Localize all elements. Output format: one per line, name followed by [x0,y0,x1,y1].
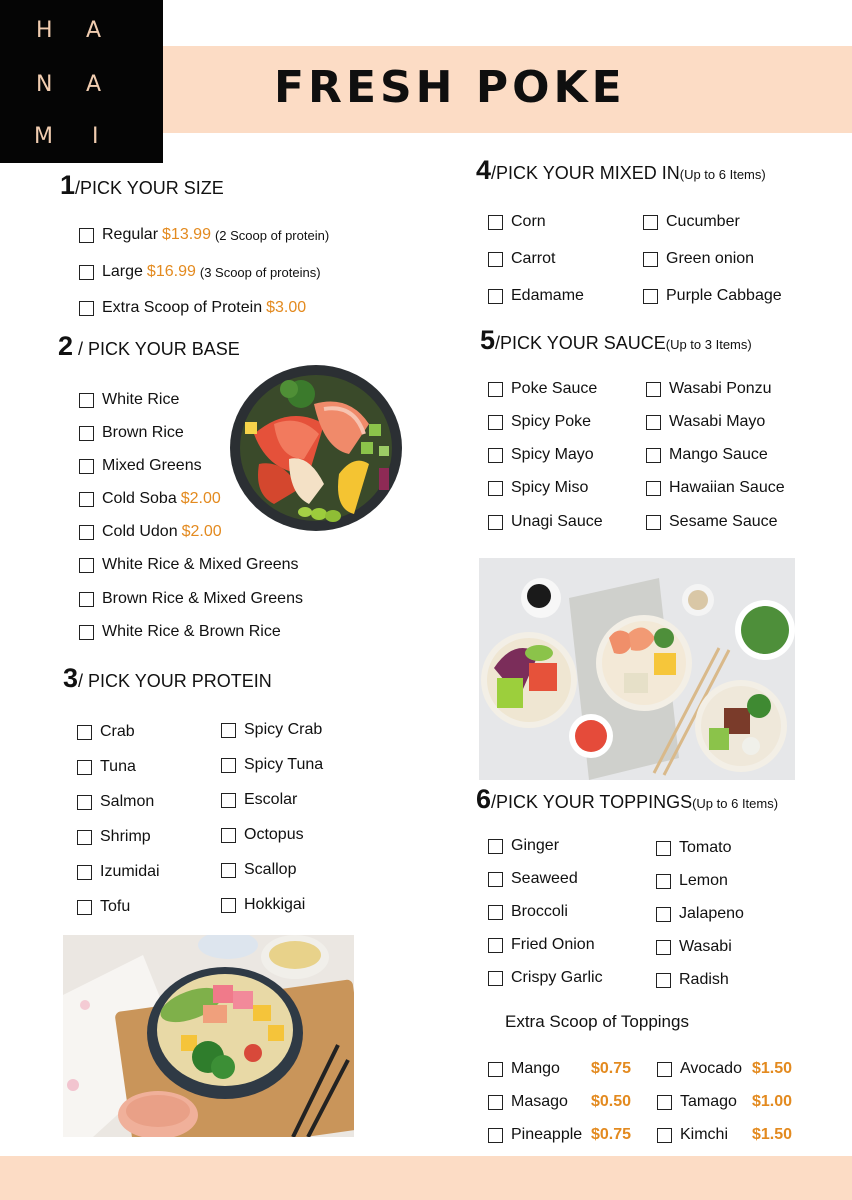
checkbox[interactable] [488,1062,503,1077]
section-note: (Up to 3 Items) [665,337,752,352]
option-label: Izumidai [100,863,160,880]
mixed-in-option[interactable] [488,213,546,231]
sauce-section-heading [480,325,752,356]
topping-option[interactable] [656,872,728,890]
section-title: /PICK YOUR SAUCE [495,333,666,353]
option-label: Hokkigai [244,896,306,913]
section-note: (Up to 6 Items) [692,796,779,811]
option-label: White Rice [102,391,180,408]
option-label: Sesame Sauce [669,513,778,530]
option-label: Seaweed [511,870,578,887]
option-label: Unagi Sauce [511,513,603,530]
option-label: Mango Sauce [669,446,768,463]
checkbox[interactable] [79,625,94,640]
option-price: $0.75 [591,1126,632,1143]
option-label: Corn [511,213,546,230]
extra-topping-option[interactable] [657,1060,792,1078]
checkbox[interactable] [79,525,94,540]
option-label: Wasabi [679,938,732,955]
checkbox[interactable] [79,492,94,507]
mixed-in-section-heading [476,155,766,186]
option-label: Spicy Crab [244,721,323,738]
option-label: Lemon [679,872,728,889]
option-label: Tamago [680,1093,737,1110]
checkbox[interactable] [488,938,503,953]
option-label: Green onion [666,250,755,267]
option-label: Ginger [511,837,560,854]
option-label: Cucumber [666,213,740,230]
size-option-extra-protein[interactable] [79,299,306,317]
option-price: $3.00 [266,299,307,316]
option-label: Purple Cabbage [666,287,782,304]
protein-option[interactable] [221,721,322,739]
section-number: 6 [476,784,492,814]
option-label: Fried Onion [511,936,595,953]
option-label: Extra Scoop of Protein [102,299,263,316]
base-option[interactable] [79,457,202,475]
checkbox[interactable] [221,898,236,913]
base-option[interactable] [79,523,222,541]
option-price: $16.99 [146,263,196,280]
sauce-option[interactable] [646,446,768,464]
option-label: Wasabi Mayo [669,413,766,430]
section-title: / PICK YOUR PROTEIN [78,671,272,691]
option-label: Spicy Miso [511,479,589,496]
option-note: (3 Scoop of proteins) [199,264,321,280]
poke-bowl-photo [229,364,403,532]
checkbox[interactable] [656,907,671,922]
option-label: Wasabi Ponzu [669,380,772,397]
sauce-option[interactable] [646,413,765,431]
checkbox[interactable] [488,215,503,230]
size-section-heading [60,170,224,201]
sauce-option[interactable] [646,513,778,531]
topping-option[interactable] [488,936,595,954]
section-note: (Up to 6 Items) [679,167,766,182]
option-price: $0.75 [591,1060,632,1077]
checkbox[interactable] [77,900,92,915]
option-label: Regular [102,226,159,243]
topping-option[interactable] [656,971,729,989]
option-price: $2.00 [181,523,222,540]
logo-letter: M [34,124,53,149]
option-label: Shrimp [100,828,151,845]
checkbox[interactable] [657,1128,672,1143]
page-title: FRESH POKE [274,62,626,113]
option-price: $0.50 [591,1093,632,1110]
extra-toppings-heading: Extra Scoop of Toppings [505,1012,689,1031]
topping-option[interactable] [488,903,568,921]
checkbox[interactable] [488,1095,503,1110]
poke-bowls-table-photo [479,558,795,780]
sauce-option[interactable] [646,479,785,497]
mixed-in-option[interactable] [643,213,740,231]
protein-section-heading [63,663,272,694]
base-option[interactable] [79,391,179,409]
option-label: Tofu [100,898,131,915]
checkbox[interactable] [488,971,503,986]
checkbox[interactable] [79,265,94,280]
protein-option[interactable] [77,828,151,846]
option-label: Jalapeno [679,905,744,922]
base-option[interactable] [79,556,299,574]
option-label: White Rice & Brown Rice [102,623,281,640]
option-label: Carrot [511,250,556,267]
option-label: Avocado [680,1060,742,1077]
checkbox[interactable] [221,863,236,878]
section-number: 1 [60,170,76,200]
checkbox[interactable] [79,592,94,607]
protein-option[interactable] [77,723,135,741]
topping-option[interactable] [488,969,603,987]
checkbox[interactable] [221,758,236,773]
checkbox[interactable] [77,725,92,740]
option-label: Spicy Tuna [244,756,324,773]
checkbox[interactable] [79,426,94,441]
checkbox[interactable] [77,830,92,845]
extra-topping-option[interactable] [488,1060,631,1078]
logo-letter: A [86,72,102,97]
option-label: Salmon [100,793,155,810]
section-title: /PICK YOUR SIZE [75,178,224,198]
protein-option[interactable] [221,791,297,809]
protein-option[interactable] [77,758,136,776]
protein-option[interactable] [221,896,305,914]
logo-letter: I [92,124,99,149]
mixed-in-option[interactable] [643,287,782,305]
checkbox[interactable] [488,905,503,920]
base-section-heading [58,331,240,362]
footer-band [0,1156,852,1200]
checkbox[interactable] [657,1095,672,1110]
checkbox[interactable] [646,515,661,530]
extra-topping-option[interactable] [657,1126,792,1144]
base-option[interactable] [79,623,281,641]
option-label: Spicy Mayo [511,446,594,463]
checkbox[interactable] [79,228,94,243]
section-title: /PICK YOUR MIXED IN [491,163,680,183]
protein-option[interactable] [221,756,323,774]
section-number: 5 [480,325,496,355]
checkbox[interactable] [488,415,503,430]
base-option[interactable] [79,590,303,608]
checkbox[interactable] [77,760,92,775]
checkbox[interactable] [488,872,503,887]
logo-letter: A [86,18,102,43]
protein-option[interactable] [221,826,304,844]
checkbox[interactable] [488,252,503,267]
option-label: Escolar [244,791,298,808]
checkbox[interactable] [79,393,94,408]
checkbox[interactable] [643,252,658,267]
checkbox[interactable] [488,839,503,854]
option-price: $2.00 [180,490,221,507]
checkbox[interactable] [656,841,671,856]
sauce-option[interactable] [646,380,772,398]
option-label: Spicy Poke [511,413,592,430]
option-label: Scallop [244,861,297,878]
option-label: Cold Udon [102,523,178,540]
extra-topping-option[interactable] [488,1093,631,1111]
mixed-in-option[interactable] [488,250,555,268]
mixed-in-option[interactable] [643,250,754,268]
sauce-option[interactable] [488,413,591,431]
checkbox[interactable] [488,289,503,304]
section-number: 4 [476,155,492,185]
checkbox[interactable] [221,723,236,738]
toppings-section-heading [476,784,778,815]
option-label: Large [102,263,143,280]
checkbox[interactable] [643,289,658,304]
option-label: Tuna [100,758,136,775]
option-note: (2 Scoop of protein) [214,227,330,243]
sauce-option[interactable] [488,446,594,464]
option-label: Octopus [244,826,304,843]
option-label: Brown Rice [102,424,184,441]
section-number: 3 [63,663,79,693]
checkbox[interactable] [488,1128,503,1143]
checkbox[interactable] [221,828,236,843]
checkbox[interactable] [221,793,236,808]
size-option-regular[interactable] [79,226,329,244]
checkbox[interactable] [79,558,94,573]
checkbox[interactable] [79,301,94,316]
checkbox[interactable] [79,459,94,474]
option-label: Edamame [511,287,584,304]
option-price: $1.50 [752,1126,793,1143]
hanami-logo [0,0,163,163]
option-label: Masago [511,1093,568,1110]
option-label: Crispy Garlic [511,969,603,986]
size-option-large[interactable] [79,263,321,281]
option-label: Kimchi [680,1126,729,1143]
option-label: Poke Sauce [511,380,598,397]
section-title: /PICK YOUR TOPPINGS [491,792,693,812]
checkbox[interactable] [77,795,92,810]
protein-option[interactable] [77,863,160,881]
mixed-in-option[interactable] [488,287,584,305]
option-label: Tomato [679,839,732,856]
checkbox[interactable] [646,415,661,430]
checkbox[interactable] [488,515,503,530]
option-label: Mixed Greens [102,457,202,474]
protein-option[interactable] [221,861,296,879]
section-number: 2 [58,331,74,361]
checkbox[interactable] [488,382,503,397]
poke-bowl-tray-photo [63,935,354,1137]
logo-letter: H [36,18,53,43]
option-price: $1.50 [752,1060,793,1077]
checkbox[interactable] [656,940,671,955]
checkbox[interactable] [488,448,503,463]
option-label: Cold Soba [102,490,177,507]
checkbox[interactable] [656,973,671,988]
extra-topping-option[interactable] [657,1093,792,1111]
option-label: White Rice & Mixed Greens [102,556,299,573]
option-price: $1.00 [752,1093,793,1110]
topping-option[interactable] [656,938,732,956]
option-label: Hawaiian Sauce [669,479,785,496]
checkbox[interactable] [646,448,661,463]
option-label: Pineapple [511,1126,583,1143]
checkbox[interactable] [646,481,661,496]
option-label: Brown Rice & Mixed Greens [102,590,303,607]
checkbox[interactable] [77,865,92,880]
checkbox[interactable] [643,215,658,230]
section-title: / PICK YOUR BASE [73,339,240,359]
sauce-option[interactable] [488,513,603,531]
checkbox[interactable] [646,382,661,397]
checkbox[interactable] [488,481,503,496]
option-price: $13.99 [162,226,211,243]
checkbox[interactable] [657,1062,672,1077]
option-label: Broccoli [511,903,568,920]
topping-option[interactable] [656,839,731,857]
protein-option[interactable] [77,793,154,811]
sauce-option[interactable] [488,380,597,398]
topping-option[interactable] [488,837,559,855]
logo-letter: N [36,72,53,97]
extra-topping-option[interactable] [488,1126,631,1144]
option-label: Radish [679,971,729,988]
base-option[interactable] [79,490,221,508]
topping-option[interactable] [488,870,578,888]
checkbox[interactable] [656,874,671,889]
sauce-option[interactable] [488,479,588,497]
protein-option[interactable] [77,898,130,916]
option-label: Mango [511,1060,560,1077]
topping-option[interactable] [656,905,744,923]
base-option[interactable] [79,424,184,442]
option-label: Crab [100,723,135,740]
